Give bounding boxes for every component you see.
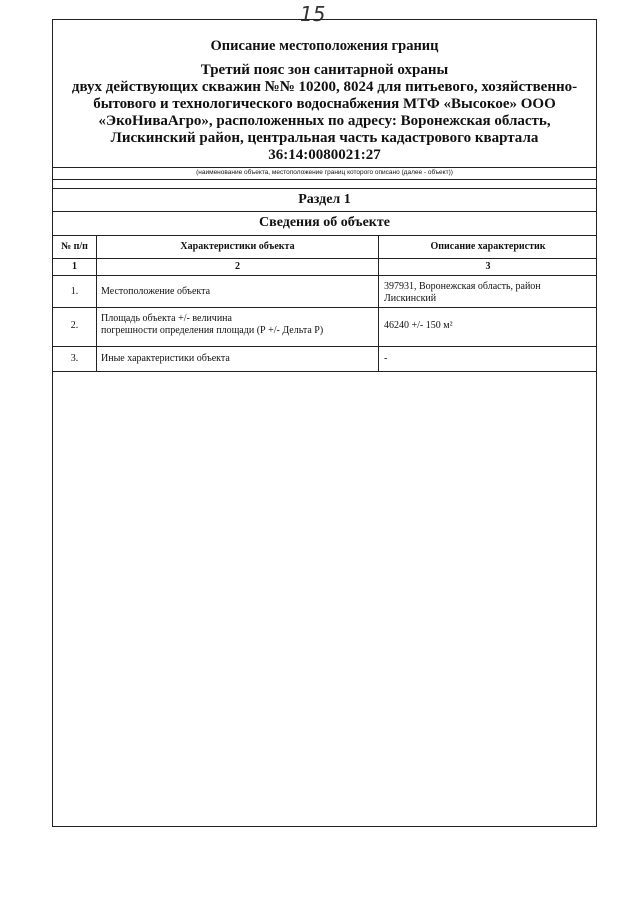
section-title: Раздел 1 xyxy=(298,192,351,207)
object-line: Третий пояс зон санитарной охраны xyxy=(200,62,449,78)
row-characteristic: Местоположение объекта xyxy=(101,286,211,297)
document-header xyxy=(53,20,596,167)
object-line: двух действующих скважин №№ 10200, 8024 для питьевого, хозяйственно- xyxy=(71,79,578,95)
object-line: бытового и технологического водоснабжения МТФ «Высокое» ООО xyxy=(93,96,556,112)
table-line xyxy=(53,275,596,276)
object-caption: (наименование объекта, местоположение границ которого описано (далее - объект)) xyxy=(196,169,453,176)
document-title: Описание местоположения границ xyxy=(210,38,439,54)
header-characteristic: Характеристики объекта xyxy=(180,241,295,252)
table-line xyxy=(53,346,596,347)
header-num: № п/п xyxy=(61,241,88,252)
row-description: 397931, Воронежская область, район Лискинский xyxy=(384,281,541,304)
numbering-cell: 3 xyxy=(485,261,491,272)
object-line: 36:14:0080021:27 xyxy=(268,147,381,163)
table-line xyxy=(53,258,596,259)
numbering-cell: 1 xyxy=(72,261,77,272)
row-description: 46240 +/- 150 м² xyxy=(384,320,453,331)
divider xyxy=(53,188,596,189)
object-line: «ЭкоНиваАгро», расположенных по адресу: Воронежская область, xyxy=(98,113,551,129)
divider xyxy=(53,211,596,212)
table-column-line xyxy=(96,235,97,371)
row-characteristic: Иные характеристики объекта xyxy=(101,353,230,364)
numbering-cell: 2 xyxy=(235,261,240,272)
section-subtitle: Сведения об объекте xyxy=(259,215,390,230)
document-frame xyxy=(52,19,597,827)
table-line xyxy=(53,307,596,308)
row-number: 3. xyxy=(70,353,79,364)
row-number: 2. xyxy=(70,320,79,331)
object-name xyxy=(53,62,596,164)
header-description: Описание характеристик xyxy=(430,241,546,252)
row-characteristic: Площадь объекта +/- величина погрешности определения площади (Р +/- Дельта Р) xyxy=(101,313,324,336)
table-line xyxy=(53,371,596,372)
table-column-line xyxy=(378,235,379,371)
divider xyxy=(53,235,596,236)
page-number-mark: 15 xyxy=(300,2,326,26)
divider xyxy=(53,179,596,180)
object-line: Лискинский район, центральная часть кадастрового квартала xyxy=(110,130,539,146)
row-description: - xyxy=(384,353,388,364)
row-number: 1. xyxy=(70,286,79,297)
